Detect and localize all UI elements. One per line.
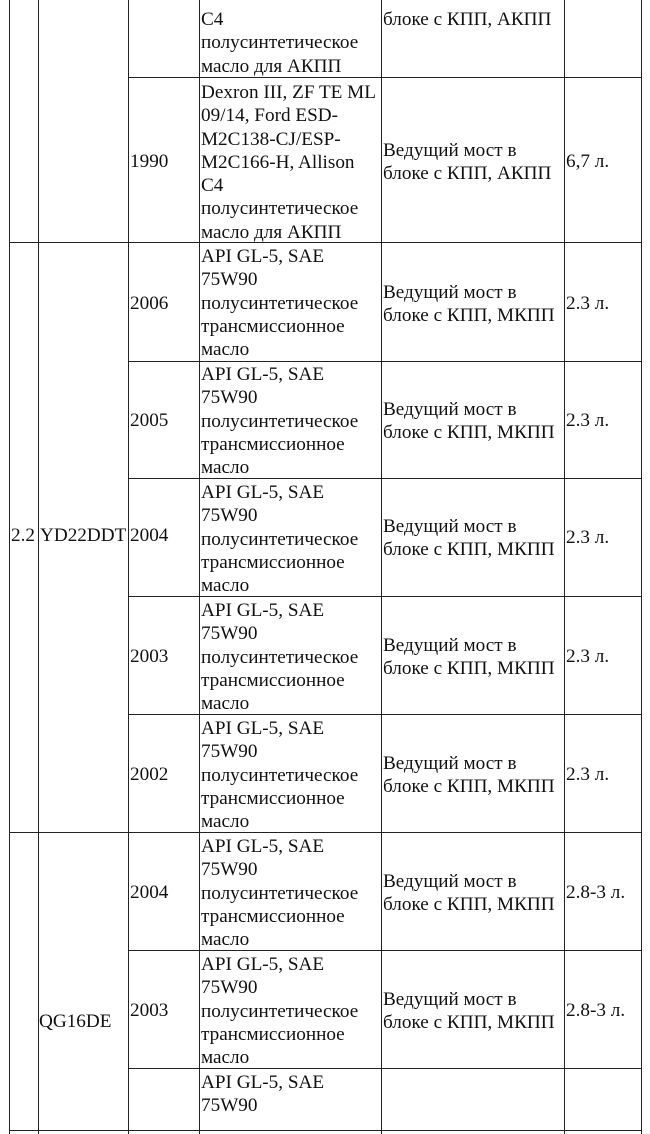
oil-line: полусинтетическое xyxy=(201,198,359,220)
axle-cell xyxy=(383,398,555,445)
oil-cell xyxy=(201,245,358,361)
year-cell: 2006 xyxy=(130,293,169,314)
axle-line: блоке с КПП, МКПП xyxy=(383,422,555,444)
volume-cell: 2.3 л. xyxy=(566,410,610,431)
col-line xyxy=(128,0,129,1134)
engine-cell: QG16DE xyxy=(39,1011,112,1032)
oil-line: полусинтетическое xyxy=(201,646,359,668)
oil-line: трансмиссионное xyxy=(201,315,345,337)
axle-line: Ведущий мост в xyxy=(383,399,517,420)
col-line xyxy=(9,0,10,1134)
axle-cell xyxy=(383,139,551,186)
col-line xyxy=(641,0,642,1134)
axle-line: блоке с КПП, АКПП xyxy=(383,9,552,30)
oil-line: масло для АКПП xyxy=(201,55,342,77)
oil-line: C4 xyxy=(201,175,224,197)
oil-line: полусинтетическое xyxy=(201,1000,359,1022)
axle-line: Ведущий мост в xyxy=(383,871,517,892)
axle-line: блоке с КПП, АКПП xyxy=(383,163,552,185)
axle-line: блоке с КПП, МКПП xyxy=(383,305,555,327)
oil-cell xyxy=(201,599,358,715)
oil-line: API GL-5, SAE xyxy=(201,482,325,503)
oil-line: 75W90 xyxy=(201,741,258,763)
oil-line: полусинтетическое xyxy=(201,528,359,550)
axle-cell xyxy=(383,515,555,562)
axle-line: Ведущий мост в xyxy=(383,516,517,537)
axle-cell xyxy=(383,281,555,328)
oil-line: масло xyxy=(201,929,250,951)
volume-cell: 2.3 л. xyxy=(566,293,610,314)
oil-cell xyxy=(201,953,358,1069)
oil-cell xyxy=(201,363,358,479)
year-cell: 2004 xyxy=(130,525,169,546)
oil-cell xyxy=(201,835,358,951)
year-cell: 2003 xyxy=(130,646,169,667)
volume-cell: 2.8-3 л. xyxy=(566,882,626,903)
year-cell: 2004 xyxy=(130,882,169,903)
engine-cell: YD22DDT xyxy=(40,525,127,546)
axle-line: блоке с КПП, МКПП xyxy=(383,539,555,561)
oil-line: трансмиссионное xyxy=(201,1023,345,1045)
oil-line: API GL-5, SAE xyxy=(201,246,325,267)
oil-cell xyxy=(201,1071,324,1118)
oil-line: масло xyxy=(201,693,250,715)
oil-cell xyxy=(201,717,358,833)
oil-line: трансмиссионное xyxy=(201,669,345,691)
year-cell: 2003 xyxy=(130,1000,169,1021)
axle-line: Ведущий мост в xyxy=(383,140,517,161)
oil-line: API GL-5, SAE xyxy=(201,600,325,621)
oil-line: полусинтетическое xyxy=(201,32,359,54)
oil-line: 75W90 xyxy=(201,269,258,291)
axle-line: Ведущий мост в xyxy=(383,282,517,303)
axle-line: блоке с КПП, МКПП xyxy=(383,658,555,680)
oil-line: 75W90 xyxy=(201,387,258,409)
axle-line: Ведущий мост в xyxy=(383,635,517,656)
oil-line: масло xyxy=(201,1047,250,1069)
year-cell: 2005 xyxy=(130,410,169,431)
oil-line: масло xyxy=(201,457,250,479)
axle-line: Ведущий мост в xyxy=(383,753,517,774)
oil-line: 75W90 xyxy=(201,1095,258,1117)
volume-cell: 2.3 л. xyxy=(566,764,610,785)
oil-line: полусинтетическое xyxy=(201,764,359,786)
oil-line: API GL-5, SAE xyxy=(201,718,325,739)
oil-line: 09/14, Ford ESD- xyxy=(201,105,338,127)
oil-line: трансмиссионное xyxy=(201,787,345,809)
volume-cell: 6,7 л. xyxy=(566,151,610,172)
oil-line: M2C166-H, Allison xyxy=(201,151,355,173)
oil-line: масло xyxy=(201,575,250,597)
axle-cell xyxy=(383,634,555,681)
oil-line: масло для АКПП xyxy=(201,221,342,243)
oil-line: C4 xyxy=(201,9,224,30)
col-line xyxy=(38,0,39,1134)
volume-cell: 2.8-3 л. xyxy=(566,1000,626,1021)
col-line xyxy=(564,0,565,1134)
displacement-cell: 2.2 xyxy=(11,525,35,546)
volume-cell: 2.3 л. xyxy=(566,527,610,548)
axle-line: Ведущий мост в xyxy=(383,989,517,1010)
year-cell: 2002 xyxy=(130,764,169,785)
axle-cell xyxy=(383,752,555,799)
oil-line: трансмиссионное xyxy=(201,433,345,455)
oil-cell xyxy=(201,481,358,597)
axle-line: блоке с КПП, МКПП xyxy=(383,776,555,798)
oil-cell xyxy=(201,81,376,244)
oil-line: Dexron III, ZF TE ML xyxy=(201,82,376,103)
oil-line: 75W90 xyxy=(201,623,258,645)
oil-line: масло xyxy=(201,811,250,833)
col-line xyxy=(199,0,200,1134)
oil-line: 75W90 xyxy=(201,859,258,881)
oil-line: API GL-5, SAE xyxy=(201,954,325,975)
oil-line: 75W90 xyxy=(201,977,258,999)
axle-cell xyxy=(383,8,551,31)
oil-line: полусинтетическое xyxy=(201,882,359,904)
year-cell: 1990 xyxy=(130,151,169,172)
axle-line: блоке с КПП, МКПП xyxy=(383,1012,555,1034)
row-line xyxy=(9,1130,642,1131)
oil-line: полусинтетическое xyxy=(201,410,359,432)
oil-line: API GL-5, SAE xyxy=(201,1072,325,1093)
oil-line: M2C138-CJ/ESP- xyxy=(201,128,341,150)
axle-cell xyxy=(383,870,555,917)
col-line xyxy=(381,0,382,1134)
oil-line: полусинтетическое xyxy=(201,292,359,314)
volume-cell: 2.3 л. xyxy=(566,646,610,667)
oil-line: масло xyxy=(201,339,250,361)
oil-line: API GL-5, SAE xyxy=(201,836,325,857)
oil-line: трансмиссионное xyxy=(201,905,345,927)
axle-cell xyxy=(383,988,555,1035)
oil-line: 75W90 xyxy=(201,505,258,527)
oil-cell xyxy=(201,8,358,78)
axle-line: блоке с КПП, МКПП xyxy=(383,894,555,916)
oil-line: API GL-5, SAE xyxy=(201,364,325,385)
oil-line: трансмиссионное xyxy=(201,551,345,573)
